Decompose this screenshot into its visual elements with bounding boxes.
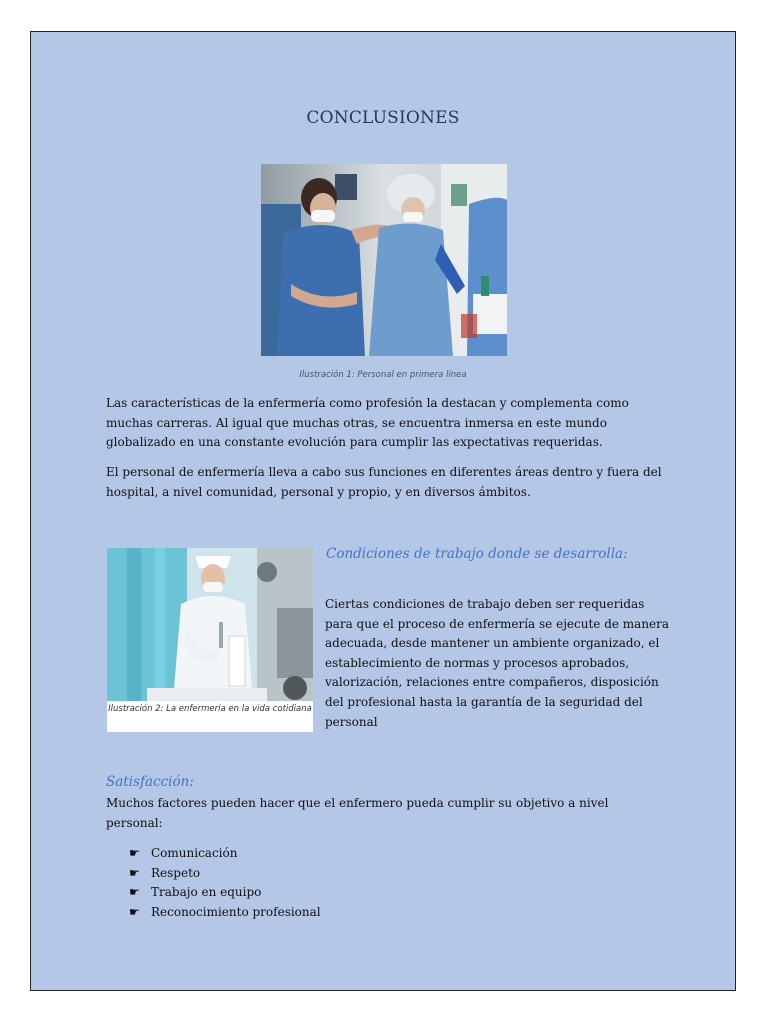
figure-2-caption: Ilustración 2: La enfermería en la vida cotidiana <box>108 704 312 714</box>
page-title: CONCLUSIONES <box>306 108 460 128</box>
section-heading-satisfaction: Satisfacción: <box>106 774 194 790</box>
intro-paragraph-1: Las características de la enfermería como profesión la destacan y complementa como muchas carreras. Al igual que muchas otras, se encuentra inmersa en este mundo globalizado en una constante evolución para cumplir las expectativas requeridas. <box>106 396 629 449</box>
satisfaction-factors-list <box>129 844 321 922</box>
hand-pointing-bullet-icon: ☛ <box>129 904 140 919</box>
working-conditions-paragraph: Ciertas condiciones de trabajo deben ser requeridas para que el proceso de enfermería se ejecute de manera adecuada, desde mantener un ambiente organizado, el establecimiento de normas y procesos aprobados, valorización, relaciones entre compañeros, disposición del profesional hasta la garantía de la seguridad del personal <box>325 597 670 729</box>
intro-paragraph-2: El personal de enfermería lleva a cabo sus funciones en diferentes áreas dentro y fuera del hospital, a nivel comunidad, personal y propio, y en diversos ámbitos. <box>106 465 662 499</box>
list-item <box>129 844 321 864</box>
list-item-label: Reconocimiento profesional <box>151 904 321 919</box>
list-item-label: Respeto <box>151 865 201 880</box>
section-heading-working-conditions: Condiciones de trabajo donde se desarrolla: <box>326 546 628 562</box>
list-item-label: Trabajo en equipo <box>151 885 262 900</box>
hand-pointing-bullet-icon: ☛ <box>129 846 140 860</box>
list-item <box>129 864 321 884</box>
list-item <box>129 903 321 923</box>
list-item-label: Comunicación <box>151 846 238 860</box>
satisfaction-paragraph: Muchos factores pueden hacer que el enfermero pueda cumplir su objetivo a nivel personal: <box>106 796 609 830</box>
hand-pointing-bullet-icon: ☛ <box>129 865 140 880</box>
list-item <box>129 883 321 903</box>
figure-1-caption: Ilustración 1: Personal en primera línea <box>299 370 467 380</box>
document-page <box>30 31 736 991</box>
nurse-daily-life-photo <box>107 548 313 701</box>
nurse-daily-life-image <box>107 548 313 701</box>
nurses-frontline-photo <box>261 164 507 356</box>
hand-pointing-bullet-icon: ☛ <box>129 885 140 900</box>
figure-2 <box>107 548 313 732</box>
nurses-frontline-image <box>261 164 507 356</box>
